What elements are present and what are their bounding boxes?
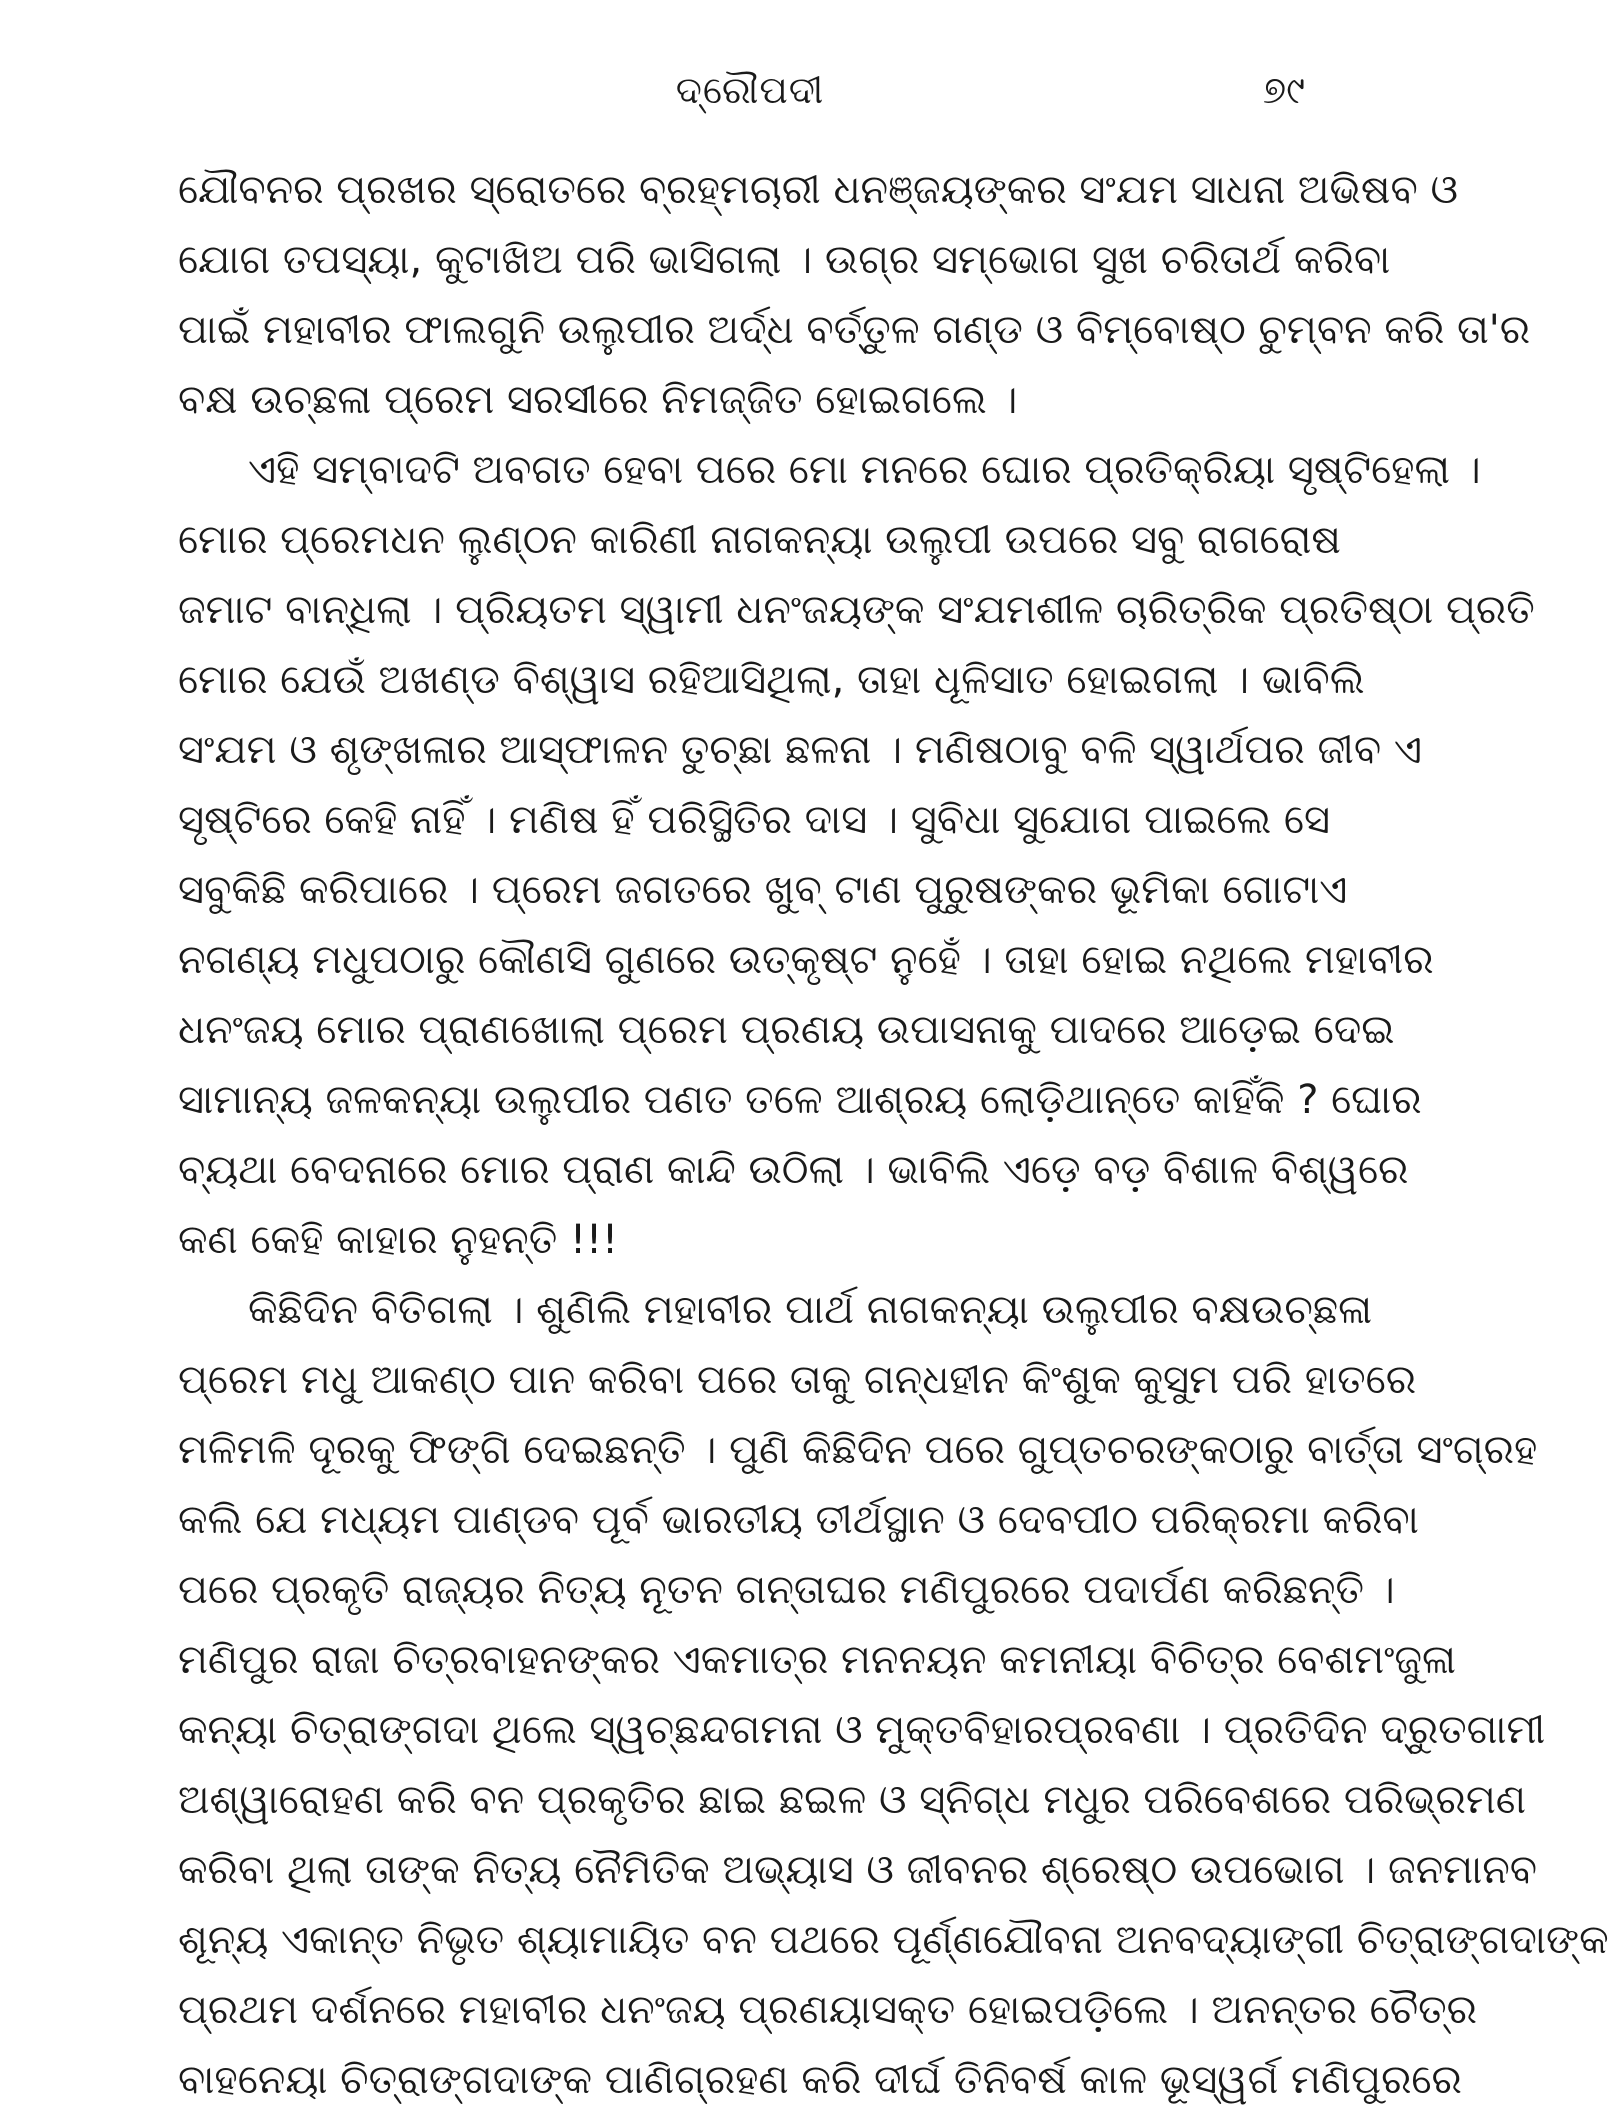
paragraph — [178, 1275, 1609, 2115]
text-line: ମୋର ଯେଉଁ ଅଖଣ୍ଡ ବିଶ୍ୱାସ ରହିଆସିଥିଲା, ତାହା ଧୂଳିସାତ ହୋଇଗଲା । ଭାବିଲି — [178, 657, 1365, 703]
text-line: ଯୌବନର ପ୍ରଖର ସ୍ରୋତରେ ବ୍ରହ୍ମଚାରୀ ଧନଞ୍ଜୟଙ୍କର ସଂଯମ ସାଧନା ଅଭିଷବ ଓ — [178, 167, 1458, 213]
text-line: ପ୍ରେମ ମଧୁ ଆକଣ୍ଠ ପାନ କରିବା ପରେ ତାକୁ ଗନ୍ଧହୀନ କିଂଶୁକ କୁସୁମ ପରି ହାତରେ — [178, 1357, 1417, 1403]
text-line: କିଛିଦିନ ବିତିଗଲା । ଶୁଣିଲି ମହାବୀର ପାର୍ଥ ନାଗକନ୍ୟା ଉଲୁପୀର ବକ୍ଷଉଚ୍ଛଳା — [248, 1287, 1373, 1333]
paragraph — [178, 155, 1531, 435]
text-line: ସବୁକିଛି କରିପାରେ । ପ୍ରେମ ଜଗତରେ ଖୁବ୍ ଟାଣ ପୁରୁଷଙ୍କର ଭୂମିକା ଗୋଟାଏ — [178, 867, 1348, 913]
text-line: କଲି ଯେ ମଧ୍ୟମ ପାଣ୍ଡବ ପୂର୍ବ ଭାରତୀୟ ତୀର୍ଥସ୍ଥାନ ଓ ଦେବପୀଠ ପରିକ୍ରମା କରିବା — [178, 1497, 1419, 1543]
text-line: ବ୍ୟଥା ବେଦନାରେ ମୋର ପ୍ରାଣ କାନ୍ଦି ଉଠିଲା । ଭାବିଲି ଏଡ଼େ ବଡ଼ ବିଶାଳ ବିଶ୍ୱରେ — [178, 1147, 1409, 1193]
text-line: ଧନଂଜୟ ମୋର ପ୍ରାଣଖୋଲା ପ୍ରେମ ପ୍ରଣୟ ଉପାସନାକୁ ପାଦରେ ଆଡ଼େଇ ଦେଇ — [178, 1007, 1395, 1053]
text-line: ପରେ ପ୍ରକୃତି ରାଜ୍ୟର ନିତ୍ୟ ନୂତନ ଗନ୍ତାଘର ମଣିପୁରରେ ପଦାର୍ପଣ କରିଛନ୍ତି । — [178, 1567, 1395, 1613]
text-line: ମଣିପୁର ରାଜା ଚିତ୍ରବାହନଙ୍କର ଏକମାତ୍ର ମନନୟନ କମନୀୟା ବିଚିତ୍ର ବେଶମଂଜୁଳା — [178, 1637, 1457, 1683]
text-line: ଜମାଟ ବାନ୍ଧିଲା । ପ୍ରିୟତମ ସ୍ୱାମୀ ଧନଂଜୟଙ୍କ ସଂଯମଶୀଳ ଚାରିତ୍ରିକ ପ୍ରତିଷ୍ଠା ପ୍ରତି — [178, 587, 1535, 633]
text-line: ବକ୍ଷ ଉଚ୍ଛଳା ପ୍ରେମ ସରସୀରେ ନିମଜ୍ଜିତ ହୋଇଗଲେ । — [178, 377, 1018, 423]
text-line: ନଗଣ୍ୟ ମଧୁପଠାରୁ କୌଣସି ଗୁଣରେ ଉତ୍କୃଷ୍ଟ ନୁହେଁ । ତାହା ହୋଇ ନଥିଲେ ମହାବୀର — [178, 937, 1434, 983]
running-head — [0, 60, 1500, 120]
text-line: ସୃଷ୍ଟିରେ କେହି ନାହିଁ । ମଣିଷ ହିଁ ପରିସ୍ଥିତିର ଦାସ । ସୁବିଧା ସୁଯୋଗ ପାଇଲେ ସେ — [178, 797, 1331, 843]
text-line: ସଂଯମ ଓ ଶୃଙ୍ଖଳାର ଆସ୍ଫାଳନ ତୁଚ୍ଛା ଛଳନା । ମଣିଷଠାବୁ ବଳି ସ୍ୱାର୍ଥପର ଜୀବ ଏ — [178, 727, 1422, 773]
text-line: କନ୍ୟା ଚିତ୍ରାଙ୍ଗଦା ଥିଲେ ସ୍ୱଚ୍ଛନ୍ଦଗମନା ଓ ମୁକ୍ତବିହାରପ୍ରବଣା । ପ୍ରତିଦିନ ଦ୍ରୁତଗାମୀ — [178, 1707, 1546, 1753]
text-line: ଯୋଗ ତପସ୍ୟା, କୁଟାଖିଅ ପରି ଭାସିଗଲା । ଉଗ୍ର ସମ୍ଭୋଗ ସୁଖ ଚରିତାର୍ଥ କରିବା — [178, 237, 1391, 283]
text-line: ଶୂନ୍ୟ ଏକାନ୍ତ ନିଭୃତ ଶ୍ୟାମାୟିତ ବନ ପଥରେ ପୂର୍ଣ୍ଣଯୌବନା ଅନବଦ୍ୟାଙ୍ଗୀ ଚିତ୍ରାଙ୍ଗଦାଙ୍କ — [178, 1917, 1609, 1963]
paragraph — [178, 435, 1535, 1275]
text-line: କଣ କେହି କାହାର ନୁହନ୍ତି !!! — [178, 1217, 619, 1263]
body-text — [178, 155, 1609, 2115]
text-line: କରିବା ଥିଲା ତାଙ୍କ ନିତ୍ୟ ନୈମିତିକ ଅଭ୍ୟାସ ଓ ଜୀବନର ଶ୍ରେଷ୍ଠ ଉପଭୋଗ । ଜନମାନବ — [178, 1847, 1538, 1893]
text-line: ଏହି ସମ୍ବାଦଟି ଅବଗତ ହେବା ପରେ ମୋ ମନରେ ଘୋର ପ୍ରତିକ୍ରିୟା ସୃଷ୍ଟିହେଲା । — [248, 447, 1481, 493]
text-line: ମୋର ପ୍ରେମଧନ ଲୁଣ୍ଠନ କାରିଣୀ ନାଗକନ୍ୟା ଉଲୁପୀ ଉପରେ ସବୁ ରାଗରୋଷ — [178, 517, 1341, 563]
text-line: ସାମାନ୍ୟ ଜଳକନ୍ୟା ଉଲୁପୀର ପଣତ ତଳେ ଆଶ୍ରୟ ଲୋଡ଼ିଥାନ୍ତେ କାହିଁକି ? ଘୋର — [178, 1077, 1422, 1123]
text-line: ପାଇଁ ମହାବୀର ଫାଲଗୁନି ଉଲୁପୀର ଅର୍ଦ୍ଧ ବର୍ତ୍ତୁଳ ଗଣ୍ଡ ଓ ବିମ୍ବୋଷ୍ଠ ଚୁମ୍ବନ କରି ତା'ର — [178, 307, 1531, 353]
text-line: ବାହନେୟା ଚିତ୍ରାଙ୍ଗଦାଙ୍କ ପାଣିଗ୍ରହଣ କରି ଦୀର୍ଘ ତିନିବର୍ଷ କାଳ ଭୂସ୍ୱର୍ଗ ମଣିପୁରରେ — [178, 2057, 1462, 2103]
text-line: ଅଶ୍ୱାରୋହଣ କରି ବନ ପ୍ରକୃତିର ଛାଇ ଛଇଳ ଓ ସ୍ନିଗ୍ଧ ମଧୁର ପରିବେଶରେ ପରିଭ୍ରମଣ — [178, 1777, 1527, 1823]
text-line: ମଳିମଳି ଦୂରକୁ ଫିଙ୍ଗି ଦେଇଛନ୍ତି । ପୁଣି କିଛିଦିନ ପରେ ଗୁପ୍ତଚରଙ୍କଠାରୁ ବାର୍ତ୍ତା ସଂଗ୍ରହ — [178, 1427, 1538, 1473]
running-title: ଦ୍ରୌପଦୀ — [675, 68, 825, 112]
text-line: ପ୍ରଥମ ଦର୍ଶନରେ ମହାବୀର ଧନଂଜୟ ପ୍ରଣୟାସକ୍ତ ହୋଇପଡ଼ିଲେ । ଅନନ୍ତର ଚୈତ୍ର — [178, 1987, 1477, 2033]
page-number: ୭୯ — [1262, 68, 1305, 112]
